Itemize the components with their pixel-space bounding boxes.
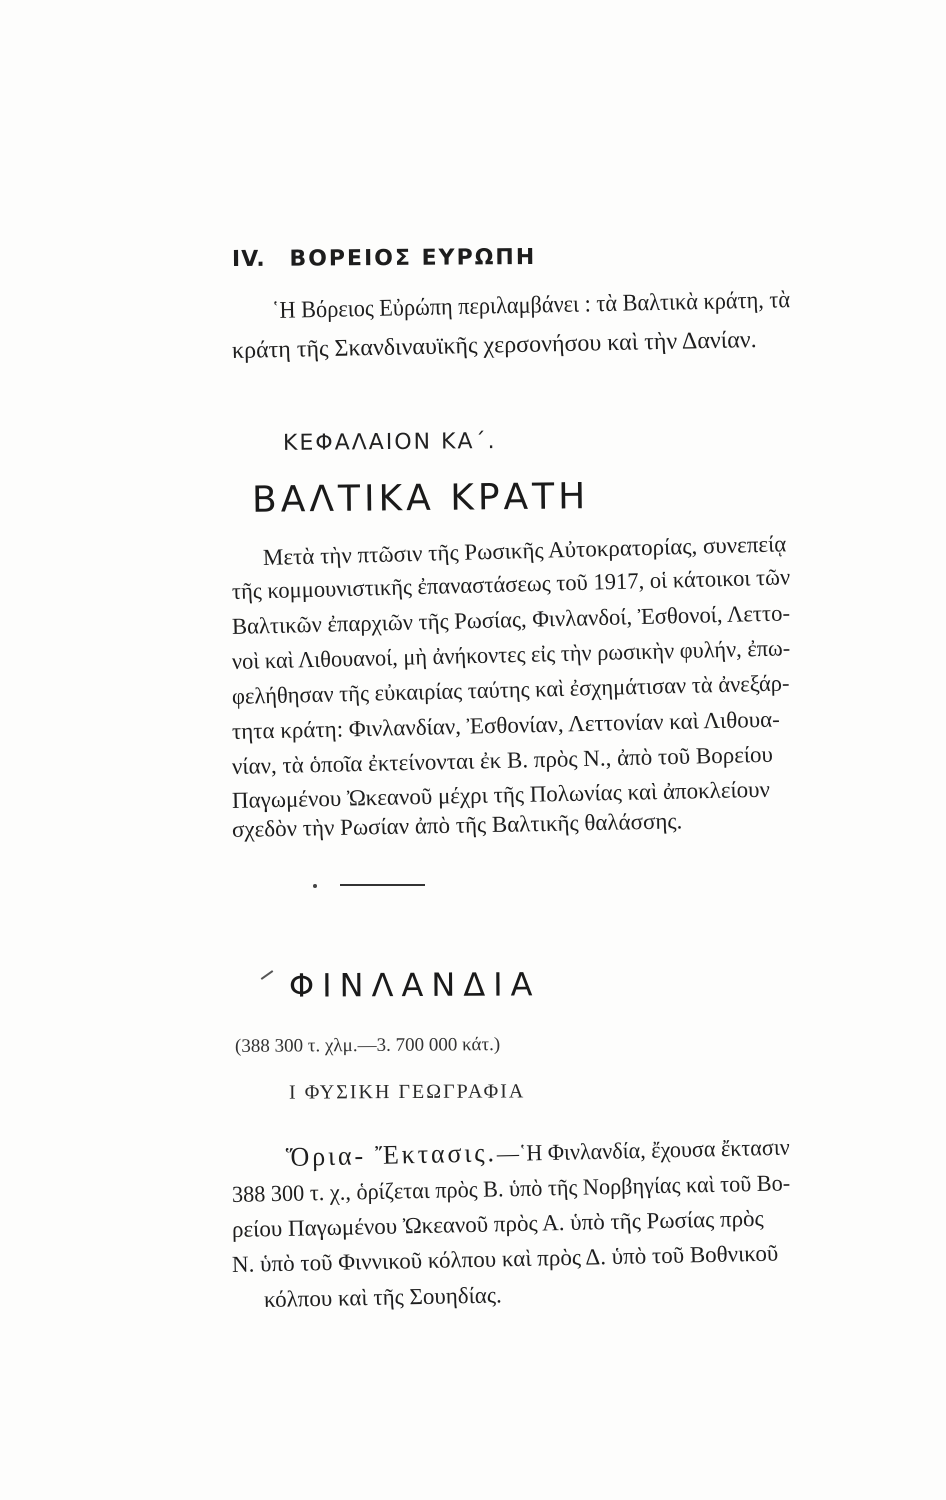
chapter-line: νίαν, τὰ ὁποῖα ἐκτείνονται ἐκ Β. πρὸς Ν., ἀπὸ τοῦ Βορείου (231, 741, 774, 779)
divider-dot (313, 884, 317, 888)
chapter-line: τῆς κομμουνιστικῆς ἐπαναστάσεως τοῦ 1917, οἱ κάτοικοι τῶν (231, 564, 791, 604)
part-title: ΒΟΡΕΙΟΣ ΕΥΡΩΠΗ (289, 244, 537, 272)
part-heading (232, 245, 536, 272)
borders-line: 388 300 τ. χ., ὁρίζεται πρὸς Β. ὑπὸ τῆς Νορβηγίας καὶ τοῦ Βο- (231, 1170, 791, 1207)
borders-first-line (286, 1131, 790, 1174)
country-title: ΦΙΝΛΑΝΔΙΑ (288, 965, 541, 1005)
borders-line: ρείου Παγωμένου Ὠκεανοῦ πρὸς Α. ὑπὸ τῆς Ρωσίας πρὸς (231, 1205, 764, 1242)
intro-line: κράτη τῆς Σκανδιναυϊκῆς χερσονήσου καὶ τὴν Δανίαν. (231, 327, 757, 364)
borders-line: —῾Η Φινλανδία, ἔχουσα ἔκτασιν (496, 1134, 791, 1167)
chapter-line: Μετὰ τὴν πτῶσιν τῆς Ρωσικῆς Αὐτοκρατορίας, συνεπείᾳ (262, 531, 787, 570)
country-stats: (388 300 τ. χλμ.—3. 700 000 κάτ.) (234, 1034, 501, 1057)
chapter-line: Βαλτικῶν ἐπαρχιῶν τῆς Ρωσίας, Φινλανδοί, Ἐσθονοί, Λεττο- (231, 600, 791, 639)
section-heading: Ι ΦΥΣΙΚΗ ΓΕΩΓΡΑΦΙΑ (288, 1080, 526, 1104)
pencil-mark (261, 970, 274, 980)
borders-line: κόλπου καὶ τῆς Σουηδίας. (263, 1282, 502, 1312)
part-roman-numeral: IV. (231, 246, 266, 273)
chapter-line: νοὶ καὶ Λιθουανοί, μὴ ἀνήκοντες εἰς τὴν ρωσικὴν φυλήν, ἐπω- (231, 635, 791, 674)
section-divider (340, 884, 425, 886)
chapter-line: φελήθησαν τῆς εὐκαιρίας ταύτης καὶ ἐσχημάτισαν τὰ ἀνεξάρ- (231, 670, 790, 709)
chapter-line: σχεδὸν τὴν Ρωσίαν ἀπὸ τῆς Βαλτικῆς θαλάσσης. (231, 808, 683, 842)
chapter-label: ΚΕΦΑΛΑΙΟΝ ΚΑ΄. (282, 429, 497, 456)
chapter-line: τητα κράτη: Φινλανδίαν, Ἐσθονίαν, Λεττονίαν καὶ Λιθουα- (231, 706, 781, 744)
intro-line: ῾Η Βόρειος Εὐρώπη περιλαμβάνει : τὰ Βαλτικὰ κράτη, τὰ (271, 287, 791, 324)
chapter-title: ΒΑΛΤΙΚΑ ΚΡΑΤΗ (251, 476, 590, 521)
chapter-line: Παγωμένου Ὠκεανοῦ μέχρι τῆς Πολωνίας καὶ ἀποκλείουν (231, 776, 771, 813)
borders-line: Ν. ὑπὸ τοῦ Φιννικοῦ κόλπου καὶ πρὸς Δ. ὑπὸ τοῦ Βοθνικοῦ (231, 1240, 779, 1277)
borders-lead-term: Ὅρια- Ἔκτασις. (285, 1137, 498, 1172)
